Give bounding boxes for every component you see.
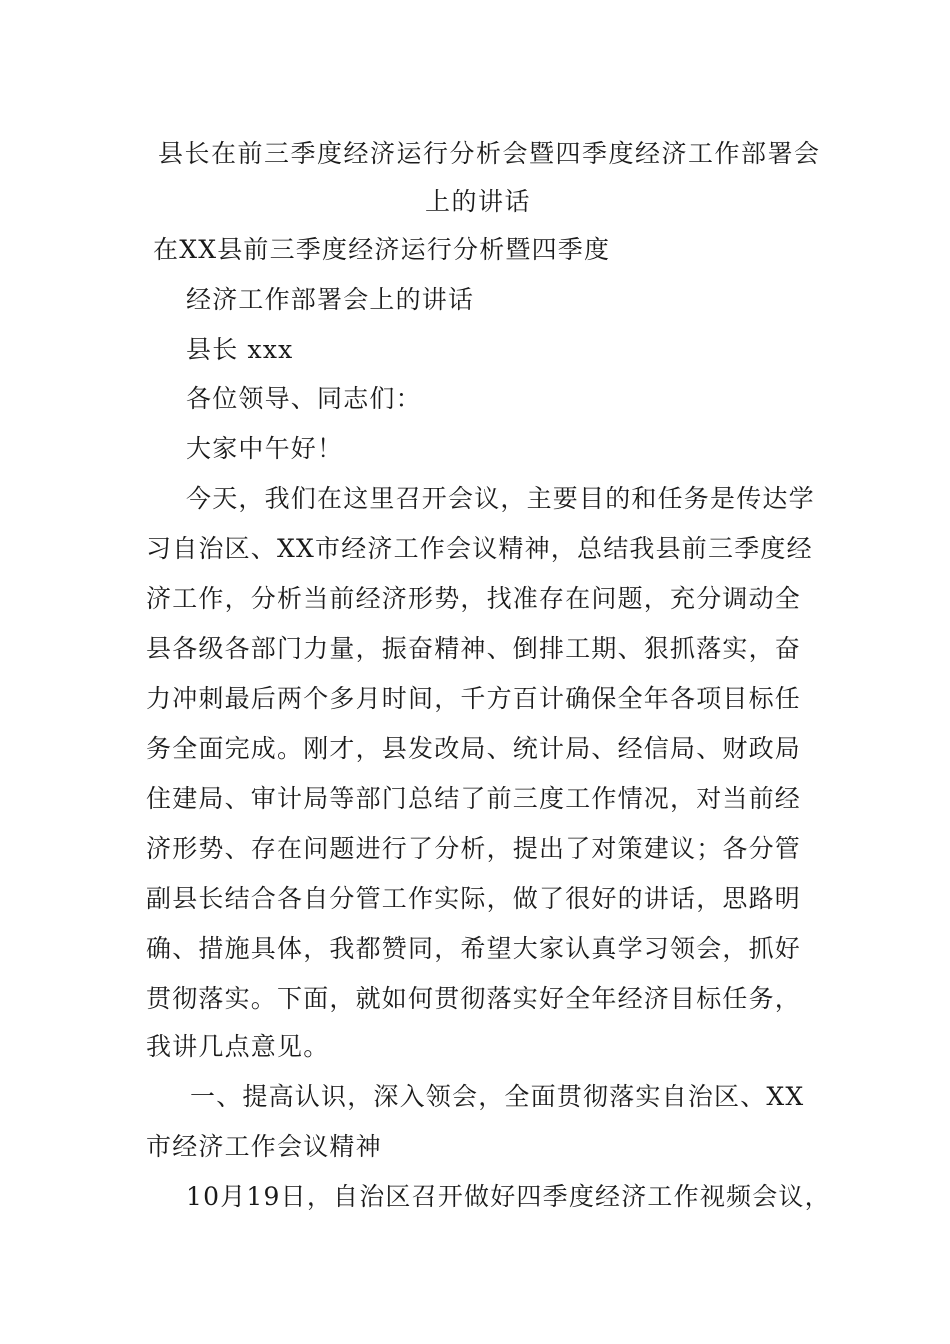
paragraph1-line: 副县长结合各自分管工作实际，做了很好的讲话，思路明 xyxy=(146,884,802,913)
paragraph1-line: 济形势、存在问题进行了分析，提出了对策建议；各分管 xyxy=(146,834,802,863)
title-line-1: 县长在前三季度经济运行分析会暨四季度经济工作部署会 xyxy=(158,139,821,168)
greeting-line: 大家中午好！ xyxy=(186,434,344,463)
paragraph1-line: 贯彻落实。下面，就如何贯彻落实好全年经济目标任务， xyxy=(146,984,802,1013)
title-line-2: 上的讲话 xyxy=(425,187,532,216)
subtitle-line-2: 经济工作部署会上的讲话 xyxy=(186,285,475,314)
paragraph1-line: 今天，我们在这里召开会议，主要目的和任务是传达学 xyxy=(186,484,815,513)
paragraph1-line: 习自治区、XX市经济工作会议精神，总结我县前三季度经 xyxy=(146,534,813,563)
paragraph2-line: 10月19日，自治区召开做好四季度经济工作视频会议， xyxy=(186,1182,831,1211)
paragraph1-line: 济工作，分析当前经济形势，找准存在问题，充分调动全 xyxy=(146,584,802,613)
paragraph1-line: 我讲几点意见。 xyxy=(146,1032,330,1061)
paragraph1-line: 住建局、审计局等部门总结了前三度工作情况，对当前经 xyxy=(146,784,802,813)
paragraph1-line: 确、措施具体，我都赞同，希望大家认真学习领会，抓好 xyxy=(146,934,802,963)
section1-heading-line: 一、提高认识，深入领会，全面贯彻落实自治区、XX xyxy=(190,1082,805,1111)
paragraph1-line: 县各级各部门力量，振奋精神、倒排工期、狠抓落实，奋 xyxy=(146,634,802,663)
section1-heading-line: 市经济工作会议精神 xyxy=(146,1132,382,1161)
paragraph1-line: 务全面完成。刚才，县发改局、统计局、经信局、财政局 xyxy=(146,734,802,763)
subtitle-line-1: 在XX县前三季度经济运行分析暨四季度 xyxy=(153,235,611,264)
salutation-line: 各位领导、同志们： xyxy=(186,384,422,413)
paragraph1-line: 力冲刺最后两个多月时间，千方百计确保全年各项目标任 xyxy=(146,684,802,713)
speaker-line: 县长 xxx xyxy=(186,335,294,364)
